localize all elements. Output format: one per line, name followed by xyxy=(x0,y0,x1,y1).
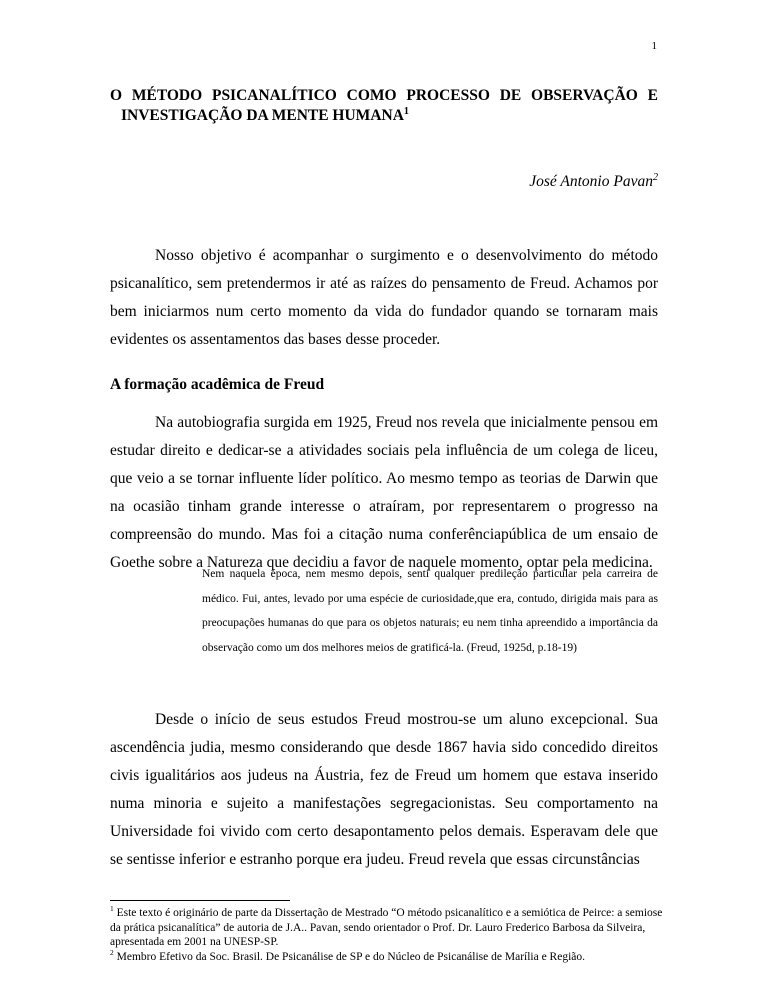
footnote-2-mark: 2 xyxy=(110,947,114,957)
footnotes xyxy=(110,906,670,964)
author-footnote-mark: 2 xyxy=(652,171,658,183)
intro-paragraph: Nosso objetivo é acompanhar o surgimento e o desenvolvimento do método psicanalítico, sem pretendermos ir até as raízes do pensamento de Freud. Achamos por bem iniciarmos num certo momento da vida do fundador quando se tornaram mais evidentes os assentamentos das bases desse proceder. xyxy=(110,247,658,348)
footnote-divider xyxy=(110,900,290,901)
footnote-2 xyxy=(110,947,670,965)
title-footnote-mark: 1 xyxy=(403,105,409,117)
document-title xyxy=(110,86,658,126)
block-quote: Nem naquela época, nem mesmo depois, senti qualquer predileção particular pela carreira de médico. Fui, antes, levado por uma espécie de curiosidade,que era, contudo, dirigida mais para as preocupações humanas do que para os objetos naturais; eu nem tinha apreendido a importância da observação como um dos melhores meios de gratificá-la. (Freud, 1925d, p.18-19) xyxy=(202,568,658,654)
author-name-text: José Antonio Pavan xyxy=(529,173,653,190)
footnote-1-text: Este texto é originário de parte da Dissertação de Mestrado “O método psicanalítico e a semiótica de Peirce: a semiose da prática psicanalítica” de autoria de J.A.. Pavan, sendo orientador o Prof. Dr. Lauro Frederico Barbosa da Silveira, apresentada em 2001 na UNESP-SP. xyxy=(110,907,663,948)
title-line-2-text: INVESTIGAÇÃO DA MENTE HUMANA xyxy=(121,107,404,124)
footnote-1 xyxy=(110,906,670,950)
footnote-1-mark: 1 xyxy=(110,904,114,914)
section-heading: A formação acadêmica de Freud xyxy=(110,376,325,393)
title-line-1: O MÉTODO PSICANALÍTICO COMO PROCESSO DE OBSERVAÇÃO E xyxy=(110,87,658,104)
page-number: 1 xyxy=(651,40,657,52)
author-name xyxy=(529,173,658,191)
body-paragraph-3: Desde o início de seus estudos Freud mostrou-se um aluno excepcional. Sua ascendência judia, mesmo considerando que desde 1867 havia sido concedido direitos civis igualitários aos judeus na Áustria, fez de Freud um homem que estava inserido numa minoria e sujeito a manifestações segregacionistas. Seu comportamento na Universidade foi vivido com certo desapontamento pelos demais. Esperavam dele que se sentisse inferior e estranho porque era judeu. Freud revela que essas circunstâncias xyxy=(110,711,658,868)
footnote-2-text: Membro Efetivo da Soc. Brasil. De Psicanálise de SP e do Núcleo de Psicanálise de Marília e Região. xyxy=(113,950,586,963)
body-paragraph-2: Na autobiografia surgida em 1925, Freud nos revela que inicialmente pensou em estudar direito e dedicar-se a atividades sociais pela influência de um colega de liceu, que veio a se tornar influente líder político. Ao mesmo tempo as teorias de Darwin que na ocasião tinham grande interesse o atraíram, por representarem o progresso na compreensão do mundo. Mas foi a citação numa conferênciapública de um ensaio de Goethe sobre a Natureza que decidiu a favor de naquele momento, optar pela medicina. xyxy=(110,414,658,571)
title-line-2 xyxy=(110,106,658,126)
